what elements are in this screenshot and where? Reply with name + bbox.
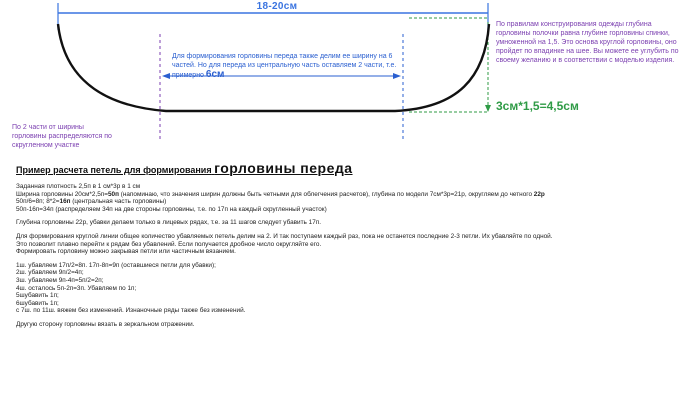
step-2: 2ш. убавляем 9п/2=4п; [16, 269, 84, 277]
calculation-text [16, 160, 684, 329]
title-emphasis: горловины переда [214, 160, 353, 176]
text-line-rounding: Для формирования круглой линии общее количество убавляемых петель делим на 2. И так поступаем каждый раз, пока не останется последние 2-3 петли. Их убавляйте по одной. [16, 232, 553, 240]
step-1: 1ш. убавляем 17п/2=8п. 17п-8п=9п (оставшиеся петли для убавки); [16, 261, 216, 269]
center-section-note-text: Для формирования горловины переда также делим ее ширину на 6 частей. Но для переда из центральную часть оставляем 2 части, т.е. примерно [172, 53, 397, 79]
text-line-center-c: (центральная часть горловины) [70, 198, 167, 206]
text-line-width-b: 50п [107, 190, 119, 198]
depth-rule-note: По правилам конструирования одежды глубина горловины полочки равна глубине горловины спинки, умноженной на 1,5. Это основа круглой горловины, оно пройдет по впадинке на шее. Вы можете ее углубить по своему желанию и в соответствии с моделью изделия. [496, 21, 679, 64]
step-7: с 7ш. по 11ш. вяжем без изменений. Изнаночные ряды также без изменений. [16, 307, 246, 315]
step-3: 3ш. убавляем 9п-4п=5п/2=2п; [16, 276, 104, 284]
text-line-depth: Глубина горловины 22р, убавки делаем только в лицевых рядах, т.е. за 11 шагов следует убавить 17п. [16, 219, 321, 227]
step-4: 4ш. осталось 5п-2п=3п. Убавляем по 1п; [16, 284, 137, 292]
text-line-width-c: (напоминаю, что значения ширин должны быть четными для облегчения расчетов), глубина по модели 7см*3р=21р, округляем до четного [118, 190, 534, 198]
center-section-note [172, 52, 398, 80]
text-line-distribution: 50п-16п=34п (распределяем 34п на две стороны горловины, т.е. по 17п на каждый скругленный участок) [16, 205, 327, 213]
neckline-diagram [0, 0, 690, 152]
text-line-center-a: 50п/6=8п; 8*2= [16, 198, 60, 206]
text-line-smooth: Это позволит плавно перейти к рядам без убавлений. Если получается дробное число округляйте его. [16, 240, 322, 248]
section-title [16, 160, 684, 176]
text-line-width-a: Ширина горловины 20см*2,5п= [16, 190, 108, 198]
text-line-method: Формировать горловину можно закрывая петли или частичным вязанием. [16, 248, 236, 256]
center-section-value: 6см [205, 69, 225, 80]
title-prefix: Пример расчета петель для формирования [16, 165, 212, 175]
text-line-center-b: 16п [59, 198, 71, 206]
arrow-head-left [162, 73, 170, 79]
text-line-width [16, 191, 684, 199]
text-line-width-d: 22р [533, 190, 545, 198]
text-line-density: Заданная плотность 2,5п в 1 см*3р в 1 см [16, 183, 141, 190]
rounded-section-note: По 2 части от ширины горловины распределяются по скругленном участке [12, 124, 112, 149]
step-6: 6шубавить 1п; [16, 299, 59, 307]
depth-arrow-head [485, 105, 491, 112]
text-line-mirror: Другую сторону горловины вязать в зеркальном отражении. [16, 320, 195, 328]
width-label: 18-20см [256, 1, 298, 12]
step-5: 5шубавить 1п; [16, 292, 59, 300]
depth-formula: 3см*1,5=4,5см [496, 99, 579, 113]
text-line-center [16, 198, 684, 206]
